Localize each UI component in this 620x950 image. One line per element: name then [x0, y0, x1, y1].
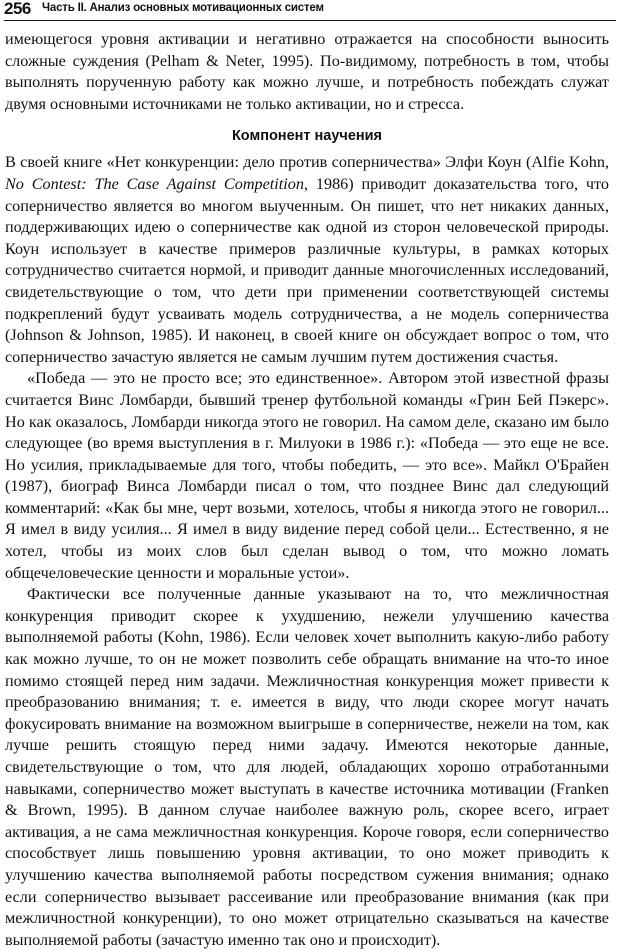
paragraph-lombardi: «Победа — это не просто все; это единственное». Автором этой известной фразы считается Винс Ломбарди, бывший тренер футбольной команды «Грин Бей Пэкерс». Но как оказалось, Ломбарди никогда этого не говорил. На самом деле, сказано им было следующее (во время выступления в г. Милуоки в 1986 г.): «Победа — это еще не все. Но усилия, прикладываемые для того, чтобы победить, — это все». Майкл О'Брайен (1987), биограф Винса Ломбарди писал о том, что позднее Винс дал следующий комментарий: «Как бы мне, черт возьми, хотелось, чтобы я никогда этого не говорил... Я имел в виду усилия... Я имел в виду видение перед собой цели... Естественно, я не хотел, чтобы из моих слов был сделан вывод о том, что можно ломать общечеловеческие ценности и моральные устои». — [5, 369, 609, 582]
page-number: 256 — [4, 0, 31, 18]
paragraph-kohn — [5, 152, 609, 368]
paragraph-kohn-part-b: , 1986) приводит доказательства того, что соперничество является во многом выученным. Он пишет, что нет никаких данных, поддерживающих идею о соперничестве как одной из сторон человеческой природы. Коун использует в качестве примеров различные культуры, в рамках которых сотрудничество считается нормой, и приводит данные многочисленных исследований, свидетельствующие о том, что дети при применении соответствующей системы подкреплений будут усваивать модель сотрудничества, а не модель соперничества (Johnson & Johnson, 1985). И наконец, в своей книге он обсуждает вопрос о том, что соперничество зачастую является не самым лучшим путем достижения счастья. — [5, 174, 609, 366]
body-text — [5, 29, 609, 950]
page-header — [4, 0, 616, 21]
book-title: No Contest: The Case Against Competition — [5, 174, 304, 193]
running-head: Часть II. Анализ основных мотивационных систем — [42, 2, 324, 14]
paragraph-continuation: имеющегося уровня активации и негативно отражается на способности выносить сложные суждения (Pelham & Neter, 1995). По-видимому, потребность в том, чтобы выполнять порученную работу как можно лучше, и потребность побеждать служат двумя основными источниками не только активации, но и стресса. — [5, 30, 609, 113]
paragraph-competition: Фактически все полученные данные указывают на то, что межличностная конкуренция приводит скорее к ухудшению, нежели улучшению качества выполняемой работы (Kohn, 1986). Если человек хочет выполнить какую-либо работу как можно лучше, то он не может позволить себе обращать внимание на что-то иное помимо стоящей перед ним задачи. Межличностная конкуренция может привести к преобразованию внимания; т. е. имеется в виду, что люди скорее могут начать фокусировать внимание на возможном выигрыше в соперничестве, нежели на том, как лучше решить стоящую перед ними задачу. Имеются некоторые данные, свидетельствующие о том, что для людей, обладающих хорошо отработанными навыками, соперничество может выступать в качестве источника мотивации (Franken & Brown, 1995). В данном случае наиболее важную роль, скорее всего, играет активация, а не сама межличностная конкуренция. Короче говоря, если соперничество способствует лишь повышению уровня активации, то оно может приводить к улучшению качества выполняемой работы посредством сужения внимания; однако если соперничество вызывает рассеивание или преобразование внимания (как при межличностной конкуренции), то оно может отрицательно сказываться на качестве выполняемой работы (зачастую именно так оно и происходит). — [5, 585, 609, 949]
paragraph-kohn-part-a: В своей книге «Нет конкуренции: дело против соперничества» Элфи Коун (Alfie Kohn, — [5, 153, 609, 172]
section-heading: Компонент научения — [231, 128, 383, 145]
